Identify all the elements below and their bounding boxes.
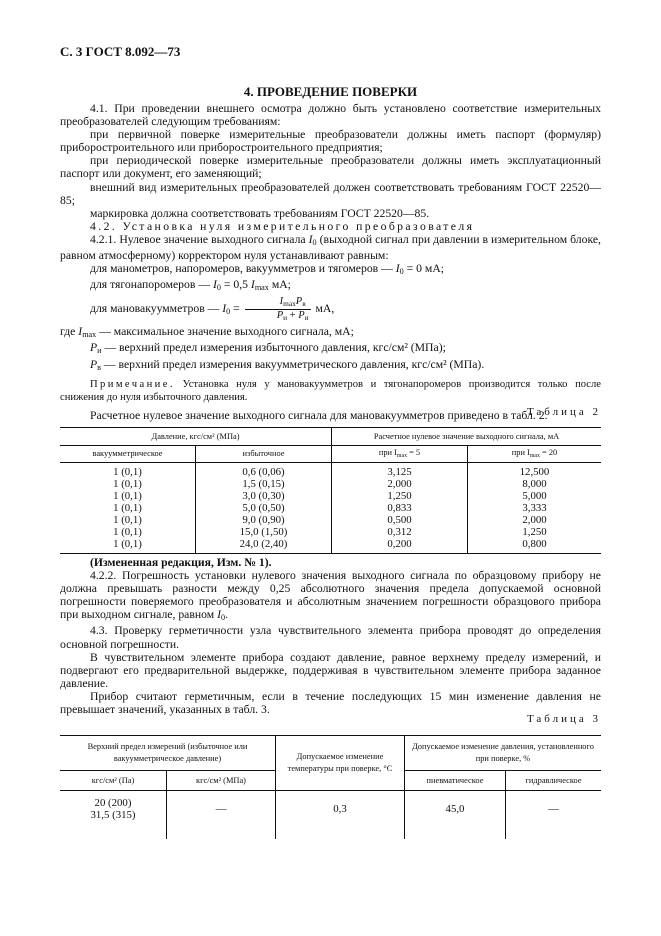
para-4-2-2: 4.2.2. Погрешность установки нулевого значения выходного сигнала по образцовому прибору не должна превышать разности между 0,25 абсолютного значения предела допускаемой основной погрешности поверяемого преобразователя и абсолютным значением погрешности образцового прибора при выходном сигнале, равном $I_0$. [60, 569, 601, 623]
para-4-1d: маркировка должна соответствовать требованиям ГОСТ 22520—85. [90, 206, 430, 220]
table2-cell: 5,0 (0,50) [196, 502, 332, 514]
table2-cell: 1 (0,1) [60, 502, 196, 514]
para-4-1a: при первичной поверке измерительные преобразователи должны иметь паспорт (формуляр) приборостроительного или приборостроительного предприятия; [60, 128, 601, 155]
table3-col-mpa: кгс/см² (МПа) [167, 771, 276, 791]
formula-1: для манометров, напоромеров, вакуумметров и тягомеров — $I_0 = 0$ мА; [90, 262, 445, 277]
section-title: 4. ПРОВЕДЕНИЕ ПОВЕРКИ [243, 84, 418, 99]
table2-cell: 2,000 [522, 514, 547, 526]
where-imax: где $I_{max}$ — максимальное значение выходного сигнала, мА; [60, 325, 354, 340]
table2-cell: 0,312 [332, 526, 468, 538]
table2-cell: 1 (0,1) [60, 463, 196, 479]
table2-col-20: при $I_{max} = 20$ [511, 447, 558, 459]
para-4-3b: Прибор считают герметичным, если в течение последующих 15 мин изменение давления не превышает значений, указанных в табл. 3. [60, 689, 601, 717]
table2-col-exc: избыточное [196, 446, 332, 463]
where-pi: $P_и$ — верхний предел измерения избыточного давления, кгс/см² (МПа); [90, 341, 446, 356]
text-block-1 [60, 102, 601, 422]
table3-col-pa: кгс/см² (Па) [60, 771, 167, 791]
table3-cell-pneu: 45,0 [405, 791, 506, 840]
table2-cell: 3,0 (0,30) [196, 490, 332, 502]
para-4-1: 4.1. При проведении внешнего осмотра должно быть установлено соответствие измерительных преобразователей следующим требованиям: [60, 102, 601, 129]
table2-cell: 2,000 [332, 478, 468, 490]
table2-cell: 3,125 [332, 463, 468, 479]
table2-cell: 12,500 [519, 466, 550, 478]
formula-3: для мановакуумметров — $I_0$ = $\frac{I_{max}P_в}{P_и + P_и}$ мА, [90, 296, 335, 323]
para-4-2-1: 4.2.1. Нулевое значение выходного сигнала $I_0$ (выходной сигнал при давлении в измерительном блоке, равном атмосферному) корректором нуля устанавливают равным: [60, 232, 601, 263]
table3-cell-temp: 0,3 [276, 791, 405, 840]
para-4-1b: при периодической поверке измерительные преобразователи должны иметь эксплуатационный паспорт или документ, его заменяющий; [60, 154, 601, 181]
table3-head-temp: Допускаемое изменение температуры при поверке, °С [276, 736, 405, 791]
table2-cell: 1,250 [522, 526, 547, 538]
table3-cell-mpa: — [167, 791, 276, 840]
text-block-2 [60, 556, 601, 716]
table2-cell: 0,833 [332, 502, 468, 514]
table3-col-hydr: гидравлическое [525, 776, 582, 785]
table2-cell: 1 (0,1) [60, 490, 196, 502]
page-header: С. 3 ГОСТ 8.092—73 [60, 44, 181, 59]
table3-col-pneu: пневматическое [405, 771, 506, 791]
table2-cell: 9,0 (0,90) [196, 514, 332, 526]
where-pv: $P_в$ — верхний предел измерения вакуумметрического давления, кгс/см² (МПа). [90, 357, 485, 372]
table3-caption: Таблица 3 [526, 713, 601, 725]
table3-cell-hydr: — [548, 803, 559, 815]
table3-head-change: Допускаемое изменение давления, установленного при поверке, % [405, 736, 602, 771]
table2-cell: 1,5 (0,15) [196, 478, 332, 490]
table-2 [60, 427, 601, 554]
formula-2: для тягонапоромеров — $I_0 = 0,5$ $I_{max}$ мА; [90, 278, 291, 293]
para-4-3a: В чувствительном элементе прибора создают давление, равное верхнему пределу измерений, и подвергают его предварительной выдержке, поддерживая в чувствительном элементе прибора заданное давление. [60, 650, 601, 690]
table2-cell: 24,0 (2,40) [196, 538, 332, 554]
edition-note: (Измененная редакция, Изм. № 1). [90, 556, 272, 569]
table2-head-pressure: Давление, кгс/см² (МПа) [60, 428, 332, 446]
table3-head-upper: Верхний предел измерений (избыточное или вакуумметрическое давление) [60, 736, 276, 771]
table-3 [60, 735, 601, 839]
para-4-2: 4.2. Установка нуля измерительного преобразователя [90, 219, 475, 233]
table2-head-signal: Расчетное нулевое значение выходного сигнала, мА [332, 428, 602, 446]
table2-cell: 0,200 [332, 538, 468, 554]
table2-caption: Таблица 2 [526, 406, 601, 418]
table2-cell: 1 (0,1) [60, 514, 196, 526]
table2-cell: 0,800 [522, 538, 547, 550]
fraction: $\frac{I_{max}P_в}{P_и + P_и}$ [245, 296, 311, 323]
table2-cell: 0,6 (0,06) [196, 463, 332, 479]
table2-cell: 3,333 [522, 502, 547, 514]
note: Примечание. Установка нуля у мановакуумметров и тягонапоромеров производится только после снижения до нуля избыточного давления. [60, 378, 601, 403]
para-4-3: 4.3. Проверку герметичности узла чувствительного элемента прибора проводят до определения основной погрешности. [60, 624, 601, 651]
table2-col-5: при $I_{max} = 5$ [332, 446, 468, 463]
table2-cell: 1,250 [332, 490, 468, 502]
para-calc: Расчетное нулевое значение выходного сигнала для мановакуумметров приведено в табл. 2. [90, 408, 548, 422]
table3-cell-pa: 20 (200) 31,5 (315) [60, 791, 167, 840]
table2-cell: 1 (0,1) [60, 538, 196, 554]
table2-cell: 0,500 [332, 514, 468, 526]
para-4-1c: внешний вид измерительных преобразователей должен соответствовать требованиям ГОСТ 22520—85; [60, 180, 601, 207]
table2-cell: 1 (0,1) [60, 478, 196, 490]
table2-cell: 1 (0,1) [60, 526, 196, 538]
table2-col-vac: вакуумметрическое [60, 446, 196, 463]
table2-cell: 15,0 (1,50) [196, 526, 332, 538]
table2-cell: 5,000 [522, 490, 547, 502]
table2-cell: 8,000 [522, 478, 547, 490]
